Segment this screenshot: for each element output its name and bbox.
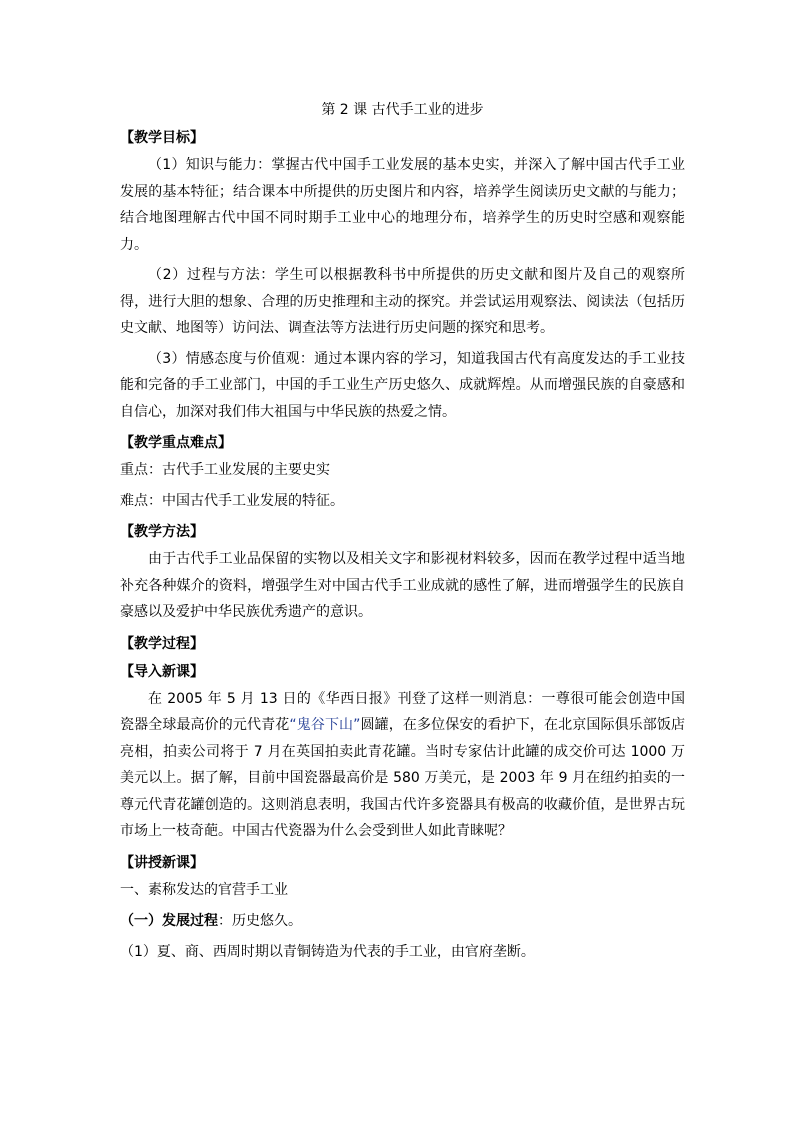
- intro-text: [120, 686, 685, 845]
- difficulty-point: 难点：中国古代手工业发展的特征。: [120, 493, 344, 509]
- goal-knowledge: （1）知识与能力：掌握古代中国手工业发展的基本史实，并深入了解中国古代手工业发展的基本特征；结合课本中所提供的历史图片和内容，培养学生阅读历史文献的与能力；结合地图理解古代中国不同时期手工业中心的地理分布，培养学生的历史时空感和观察能力。: [120, 157, 685, 253]
- development-line: [120, 908, 685, 934]
- lesson-title: 第 2 课 古代手工业的进步: [321, 102, 484, 118]
- process-heading: 【教学过程】: [120, 635, 204, 652]
- intro-part1: 在 2005 年 5 月 13 日的《华西日报》刊登了这样一则消息：一尊很可能会创造中国瓷器全球最高价的元代青花: [120, 690, 685, 733]
- item-one: （1）夏、商、西周时期以青铜铸造为代表的手工业，由官府垄断。: [120, 943, 535, 960]
- goal-process: （2）过程与方法：学生可以根据教科书中所提供的历史文献和图片及自己的观察所得，进行大胆的想象、合理的历史推理和主动的探究。并尝试运用观察法、阅读法（包括历史文献、地图等）访问法、调查法等方法进行历史问题的探究和思考。: [120, 267, 685, 336]
- part-one-title: 一、素称发达的官营手工业: [120, 881, 288, 898]
- development-label: （一）发展过程: [120, 912, 218, 929]
- intro-heading: 【导入新课】: [120, 663, 204, 680]
- document-page: [120, 100, 685, 970]
- lecture-heading: 【讲授新课】: [120, 854, 204, 871]
- key-point: 重点：古代手工业发展的主要史实: [120, 462, 330, 478]
- development-text: ：历史悠久。: [218, 912, 302, 929]
- goals-heading: 【教学目标】: [120, 130, 204, 146]
- intro-part2: 圆罐，在多位保安的看护下，在北京国际俱乐部饭店亮相，拍卖公司将于 7 月在英国拍卖此青花罐。当时专家估计此罐的成交价可达 1000 万美元以上。据了解，目前中国瓷器最高价是 580 万美元，是 2003 年 9 月在纽约拍卖的一尊元代青花罐创造的。这则消息表明，我国古代许多瓷器具有极高的收藏价值，是世界古玩市场上一枝奇葩。中国古代瓷器为什么会受到世人如此青睐呢？: [120, 717, 686, 839]
- method-heading: 【教学方法】: [120, 524, 204, 540]
- key-difficulty-heading: 【教学重点难点】: [120, 435, 232, 451]
- intro-quote: “鬼谷下山”: [289, 717, 361, 733]
- method-text: 由于古代手工业品保留的实物以及相关文字和影视材料较多，因而在教学过程中适当地补充各种媒介的资料，增强学生对中国古代手工业成就的感性了解，进而增强学生的民族自豪感以及爱护中华民族优秀遗产的意识。: [120, 551, 685, 620]
- goal-emotion: （3）情感态度与价值观：通过本课内容的学习，知道我国古代有高度发达的手工业技能和完备的手工业部门，中国的手工业生产历史悠久、成就辉煌。从而增强民族的自豪感和自信心，加深对我们伟大祖国与中华民族的热爱之情。: [120, 350, 685, 420]
